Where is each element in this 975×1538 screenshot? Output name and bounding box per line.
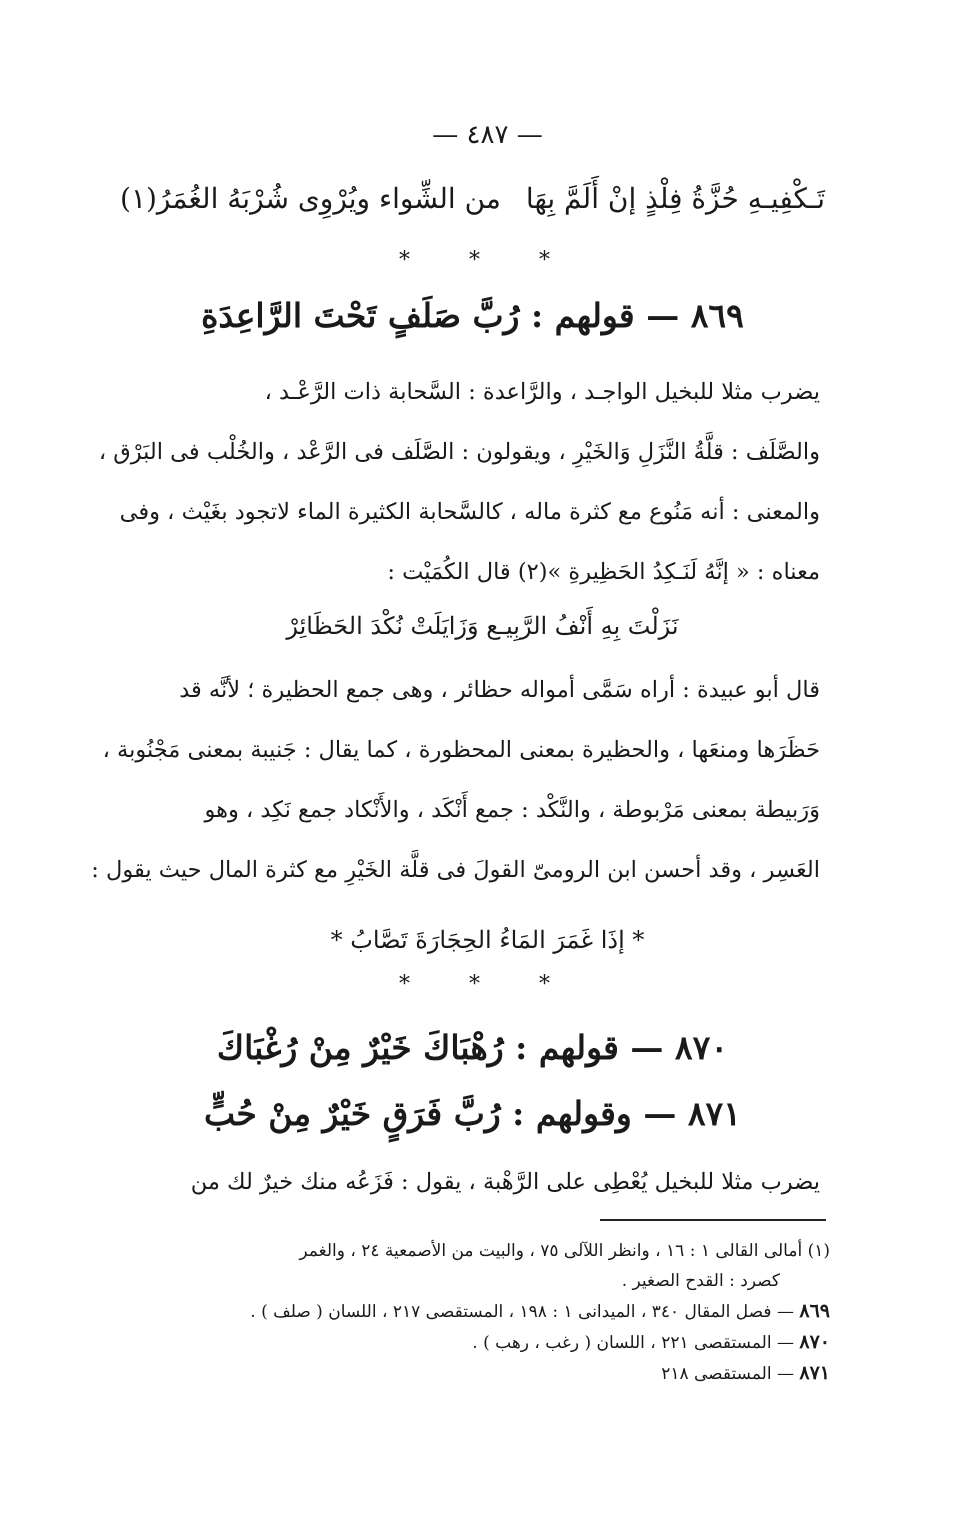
footnote-871 [130,1358,830,1389]
paragraph-line: معناه : « إنَّهُ لَنَـكِدُ الحَظِيرةِ »(٢) قال الكُمَيْت : [387,559,820,585]
paragraph-871 [130,1160,820,1204]
footnote-separator [600,1219,826,1221]
page-number: — ٤٨٧ — [432,120,543,150]
paragraph-line: وَرَبيطة بمعنى مَرْبوطة ، والنَّكْد : جمع أَنْكَد ، والأَنْكاد جمع نَكِد ، وهو [204,797,820,823]
footnote-number: ٨٧١ [799,1362,830,1384]
footnote-number: ٨٦٩ [799,1300,830,1322]
footnote-number: ٨٧٠ [799,1331,830,1353]
footnotes [130,1236,830,1389]
proverb-heading-871: ٨٧١ — وقولهم : رُبَّ فَرَقٍ خَيْرٌ مِنْ حُبٍّ [203,1094,742,1133]
proverb-heading-869: ٨٦٩ — قولهم : رُبَّ صَلَفٍ تَحْتَ الرَّاعِدَةِ [201,296,744,335]
paragraph-line: والصَّلَف : قلَّةُ النَّزَلِ وَالخَيْرِ ، ويقولون : الصَّلَف فى الرَّعْد ، والخُلْب فى البَرْق ، [98,439,820,465]
paragraph-line: والمعنى : أنه مَنُوع مع كثرة ماله ، كالسَّحابة الكثيرة الماء لاتجود بغَيْث ، وفى [119,499,820,525]
footnote-1-continued: كصرد : القدح الصغير . [621,1271,780,1291]
paragraph-line: قال أبو عبيدة : أراه سَمَّى أمواله حظائر ، وهى جمع الحظيرة ؛ لأنَّه قد [179,677,820,703]
paragraph-869 [98,362,820,602]
footnote-text: — فصل المقال ٣٤٠ ، الميدانى ١ : ١٩٨ ، المستقصى ٢١٧ ، اللسان ( صلف ) . [250,1302,794,1322]
paragraph-line: يضرب مثلا للبخيل يُعْطِى على الرَّهْبة ، يقول : فَزَعُه منك خيرٌ لك من [190,1169,820,1195]
verse-kumait: نَزَلْتَ بِهِ أَنْفُ الرَّبِيـع وَزَايَلَتْ نُكْدَ الحَظَائِرْ [286,612,679,640]
footnote-text: — المستقصى ٢١٨ [661,1364,794,1384]
section-divider-stars: * * * [399,248,576,273]
footnote-text: — المستقصى ٢٢١ ، اللسان ( رغب ، رهب ) . [472,1333,794,1353]
paragraph-869-continued [91,660,820,900]
hemistich-ibn-rumi: * إذَا غَمَرَ المَاءُ الحِجَارَةَ تَصَّابُ * [330,926,645,954]
verse-hemistich-left: من الشِّواء ويُرْوِى شُرْبَهُ الغُمَرُ(١) [120,182,501,215]
proverb-heading-870: ٨٧٠ — قولهم : رُهْبَاكَ خَيْرٌ مِنْ رُغْبَاكَ [216,1028,729,1067]
verse-hemistich-right: تَـكْفِيـهِ حُزَّةُ فِلْذٍ إنْ أَلَمَّ بِهَا [525,182,825,215]
footnote-1: (١) أمالى القالى ١ : ١٦ ، وانظر اللآلى ٧٥ ، والبيت من الأصمعية ٢٤ ، والغمر [299,1241,830,1261]
paragraph-line: العَسِر ، وقد أحسن ابن الرومىّ القولَ فى قلَّة الخَيْرِ مع كثرة المال حيث يقول : [91,857,820,883]
paragraph-line: يضرب مثلا للبخيل الواجـد ، والرَّاعدة : السَّحابة ذات الرَّعْـد ، [264,379,820,405]
paragraph-line: حَظَرَها ومنعَها ، والحظيرة بمعنى المحظورة ، كما يقال : جَنيبة بمعنى مَجْنُوبة ، [102,737,820,763]
footnote-870 [130,1327,830,1358]
footnote-869 [130,1296,830,1327]
section-divider-stars: * * * [399,972,576,997]
